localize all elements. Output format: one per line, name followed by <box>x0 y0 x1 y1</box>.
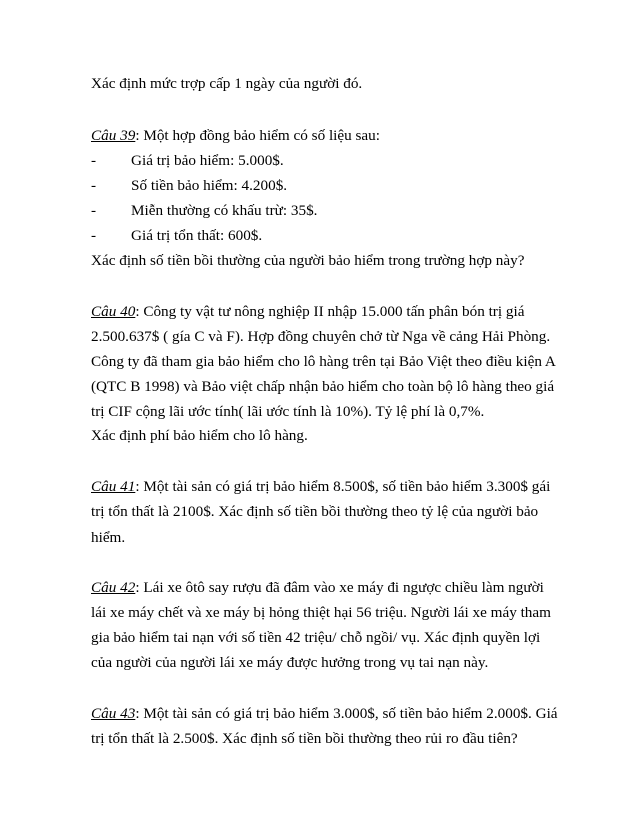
q39-item-3: Miễn thường có khấu trừ: 35$. <box>131 202 318 219</box>
question-42-line-4: của người của người lái xe máy được hưởng trong vụ tai nạn này. <box>91 654 489 671</box>
question-41-label: Câu 41 <box>91 478 136 495</box>
question-41-line-2: trị tổn thất là 2100$. Xác định số tiền bồi thường theo tỷ lệ của người bảo <box>91 503 539 520</box>
question-40-line-5: trị CIF cộng lãi ước tính( lãi ước tính là 10%). Tỷ lệ phí là 0,7%. <box>91 403 485 420</box>
question-40-line-2: 2.500.637$ ( gía C và F). Hợp đồng chuyên chở từ Nga về cảng Hải Phòng. <box>91 328 551 345</box>
q39-item-1-dash: - <box>91 152 97 169</box>
question-39-label: Câu 39 <box>91 127 136 144</box>
intro-text: Xác định mức trợp cấp 1 ngày của người đó. <box>91 75 363 92</box>
question-42-line-2: lái xe máy chết và xe máy bị hỏng thiệt hại 56 triệu. Người lái xe máy tham <box>91 604 551 621</box>
q39-item-3-dash: - <box>91 202 97 219</box>
question-42-line-1 <box>91 579 544 597</box>
question-40-line-4: (QTC B 1998) và Bảo việt chấp nhận bảo hiểm cho toàn bộ lô hàng theo giá <box>91 378 555 395</box>
question-40-line-1 <box>91 303 524 321</box>
question-39-ask: Xác định số tiền bồi thường của người bảo hiểm trong trường hợp này? <box>91 252 525 269</box>
question-39-stem-text: : Một hợp đồng bảo hiểm có số liệu sau: <box>135 127 380 144</box>
question-43-label: Câu 43 <box>91 705 136 722</box>
q39-item-1: Giá trị bảo hiểm: 5.000$. <box>131 152 284 169</box>
question-39-stem <box>91 127 380 145</box>
question-43-line-2: trị tổn thất là 2.500$. Xác định số tiền bồi thường theo rủi ro đầu tiên? <box>91 730 518 747</box>
question-42-line-3: gia bảo hiểm tai nạn với số tiền 42 triệu/ chỗ ngồi/ vụ. Xác định quyền lợi <box>91 629 541 646</box>
question-42-label: Câu 42 <box>91 579 136 596</box>
question-41-line-1-text: : Một tài sản có giá trị bảo hiểm 8.500$, số tiền bảo hiểm 3.300$ gái <box>135 478 551 495</box>
question-41-line-3: hiểm. <box>91 529 126 546</box>
question-40-label: Câu 40 <box>91 303 136 320</box>
q39-item-4: Giá trị tổn thất: 600$. <box>131 227 263 244</box>
q39-item-2-dash: - <box>91 177 97 194</box>
question-43-line-1 <box>91 705 558 723</box>
question-43-line-1-text: : Một tài sản có giá trị bảo hiểm 3.000$, số tiền bảo hiểm 2.000$. Giá <box>135 705 558 722</box>
question-40-line-6: Xác định phí bảo hiểm cho lô hàng. <box>91 427 308 444</box>
q39-item-2: Số tiền bảo hiểm: 4.200$. <box>131 177 288 194</box>
question-40-line-3: Công ty đã tham gia bảo hiểm cho lô hàng trên tại Bảo Việt theo điều kiện A <box>91 353 556 370</box>
q39-item-4-dash: - <box>91 227 97 244</box>
question-40-line-1-text: : Công ty vật tư nông nghiệp II nhập 15.000 tấn phân bón trị giá <box>135 303 525 320</box>
question-41-line-1 <box>91 478 550 496</box>
question-42-line-1-text: : Lái xe ôtô say rượu đã đâm vào xe máy đi ngược chiều làm người <box>135 579 544 596</box>
